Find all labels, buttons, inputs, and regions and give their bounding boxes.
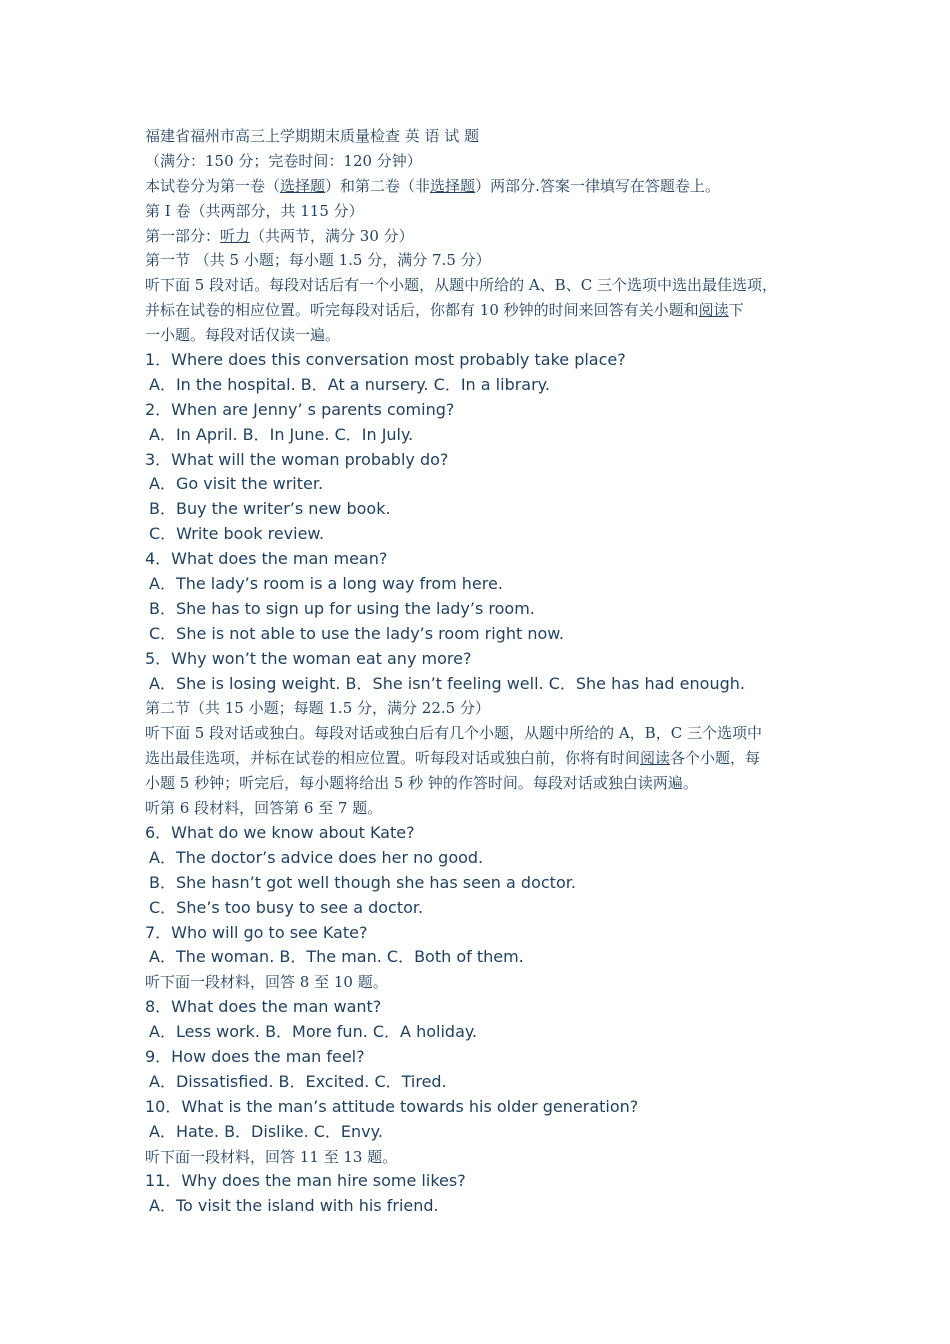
text-segment: ）两部分.答案一律填写在答题卷上。 [475,176,720,195]
text-segment: 并标在试卷的相应位置。听完每段对话后，你都有 10 秒钟的时间来回答有关小题和 [145,301,699,320]
question-line [145,1169,815,1194]
text-segment: 6．What do we know about Kate? [145,822,415,842]
answer-options-line [145,497,815,522]
instruction-line [145,124,815,149]
text-segment: 3．What will the woman probably do? [145,449,449,469]
text-segment: ）和第二卷（非 [325,176,431,195]
text-segment: C．Write book review. [149,524,325,544]
answer-options-line [145,597,815,622]
text-segment: 4．What does the man mean? [145,549,388,569]
instruction-line [145,771,815,796]
text-segment: A．Go visit the writer. [149,474,324,494]
text-segment: 11．Why does the man hire some likes? [145,1171,466,1191]
text-segment: A．To visit the island with his friend. [149,1196,439,1216]
text-segment: 听下面 5 段对话。每段对话后有一个小题，从题中所给的 A、B、C 三个选项中选出最佳选项， [145,276,777,295]
text-segment: B．She has to sign up for using the lady’s room. [149,598,535,618]
text-segment: 第 I 卷（共两部分，共 115 分） [145,201,364,220]
answer-options-line [145,1070,815,1095]
instruction-line [145,273,815,298]
text-segment: A．In the hospital. B．At a nursery. C．In a library. [149,374,550,394]
text-segment: 选出最佳选项，并标在试卷的相应位置。听每段对话或独白前，你将有时间 [145,749,641,768]
answer-options-line [145,572,815,597]
text-segment: 小题 5 秒钟；听完后，每小题将给出 5 秒 钟的作答时间。每段对话或独白读两遍。 [145,774,698,793]
text-segment: A．Less work. B．More fun. C．A holiday. [149,1022,478,1042]
text-segment: 2．When are Jenny’ s parents coming? [145,399,455,419]
text-segment: 第一节 （共 5 小题；每小题 1.5 分，满分 7.5 分） [145,251,491,270]
text-segment: （满分：150 分；完卷时间：120 分钟） [145,151,422,170]
answer-options-line [145,423,815,448]
text-segment: 听第 6 段材料，回答第 6 至 7 题。 [145,799,383,818]
question-line [145,921,815,946]
answer-options-line [145,871,815,896]
instruction-line [145,696,815,721]
instruction-line [145,1145,815,1170]
text-segment: C．She is not able to use the lady’s room right now. [149,623,564,643]
underlined-term: 阅读 [640,749,671,768]
text-segment: 1．Where does this conversation most probably take place? [145,350,626,370]
answer-options-line [145,945,815,970]
answer-options-line [145,622,815,647]
question-line [145,821,815,846]
text-segment: 一小题。每段对话仅读一遍。 [145,326,341,345]
answer-options-line [145,1194,815,1219]
text-segment: 第一部分： [145,226,221,245]
text-segment: 第二节（共 15 小题；每题 1.5 分，满分 22.5 分） [145,699,490,718]
text-segment: B．Buy the writer’s new book. [149,499,391,519]
text-segment: 听下面 5 段对话或独白。每段对话或独白后有几个小题，从题中所给的 A，B，C 三个选项中 [145,724,762,743]
text-segment: C．She’s too busy to see a doctor. [149,897,424,917]
text-segment: 8．What does the man want? [145,997,382,1017]
text-segment: B．She hasn’t got well though she has seen a doctor. [149,872,576,892]
question-line [145,348,815,373]
question-line [145,398,815,423]
text-segment: 各个小题，每 [670,749,761,768]
question-line [145,448,815,473]
text-segment: A．The lady’s room is a long way from here. [149,574,503,594]
exam-document [145,124,815,1219]
underlined-term: 选择题 [430,176,476,195]
text-segment: 9．How does the man feel? [145,1046,365,1066]
instruction-line [145,970,815,995]
underlined-term: 听力 [220,226,251,245]
answer-options-line [145,472,815,497]
text-segment: A．Hate. B．Dislike. C．Envy. [149,1121,383,1141]
underlined-term: 阅读 [698,301,729,320]
text-segment: A．She is losing weight. B．She isn’t feeling well. C．She has had enough. [149,673,745,693]
question-line [145,547,815,572]
instruction-line [145,746,815,771]
question-line [145,1095,815,1120]
text-segment: 10．What is the man’s attitude towards his older generation? [145,1096,639,1116]
answer-options-line [145,522,815,547]
instruction-line [145,796,815,821]
instruction-line [145,149,815,174]
text-segment: （共两节，满分 30 分） [250,226,414,245]
underlined-term: 选择题 [280,176,326,195]
answer-options-line [145,846,815,871]
instruction-line [145,298,815,323]
instruction-line [145,224,815,249]
text-segment: 7．Who will go to see Kate? [145,922,368,942]
instruction-line [145,323,815,348]
text-segment: A．The doctor’s advice does her no good. [149,847,484,867]
text-segment: A．The woman. B．The man. C．Both of them. [149,947,524,967]
text-segment: 5．Why won’t the woman eat any more? [145,648,472,668]
instruction-line [145,721,815,746]
text-segment: A．Dissatisfied. B．Excited. C．Tired. [149,1071,447,1091]
instruction-line [145,248,815,273]
answer-options-line [145,373,815,398]
text-segment: 听下面一段材料，回答 11 至 13 题。 [145,1147,398,1166]
text-segment: A．In April. B．In June. C．In July. [149,424,414,444]
instruction-line [145,174,815,199]
answer-options-line [145,672,815,697]
question-line [145,647,815,672]
instruction-line [145,199,815,224]
question-line [145,995,815,1020]
question-line [145,1045,815,1070]
text-segment: 下 [728,301,744,320]
text-segment: 听下面一段材料，回答 8 至 10 题。 [145,973,388,992]
answer-options-line [145,896,815,921]
answer-options-line [145,1120,815,1145]
answer-options-line [145,1020,815,1045]
text-segment: 本试卷分为第一卷（ [145,176,281,195]
text-segment: 福建省福州市高三上学期期末质量检查 英 语 试 题 [145,127,480,145]
